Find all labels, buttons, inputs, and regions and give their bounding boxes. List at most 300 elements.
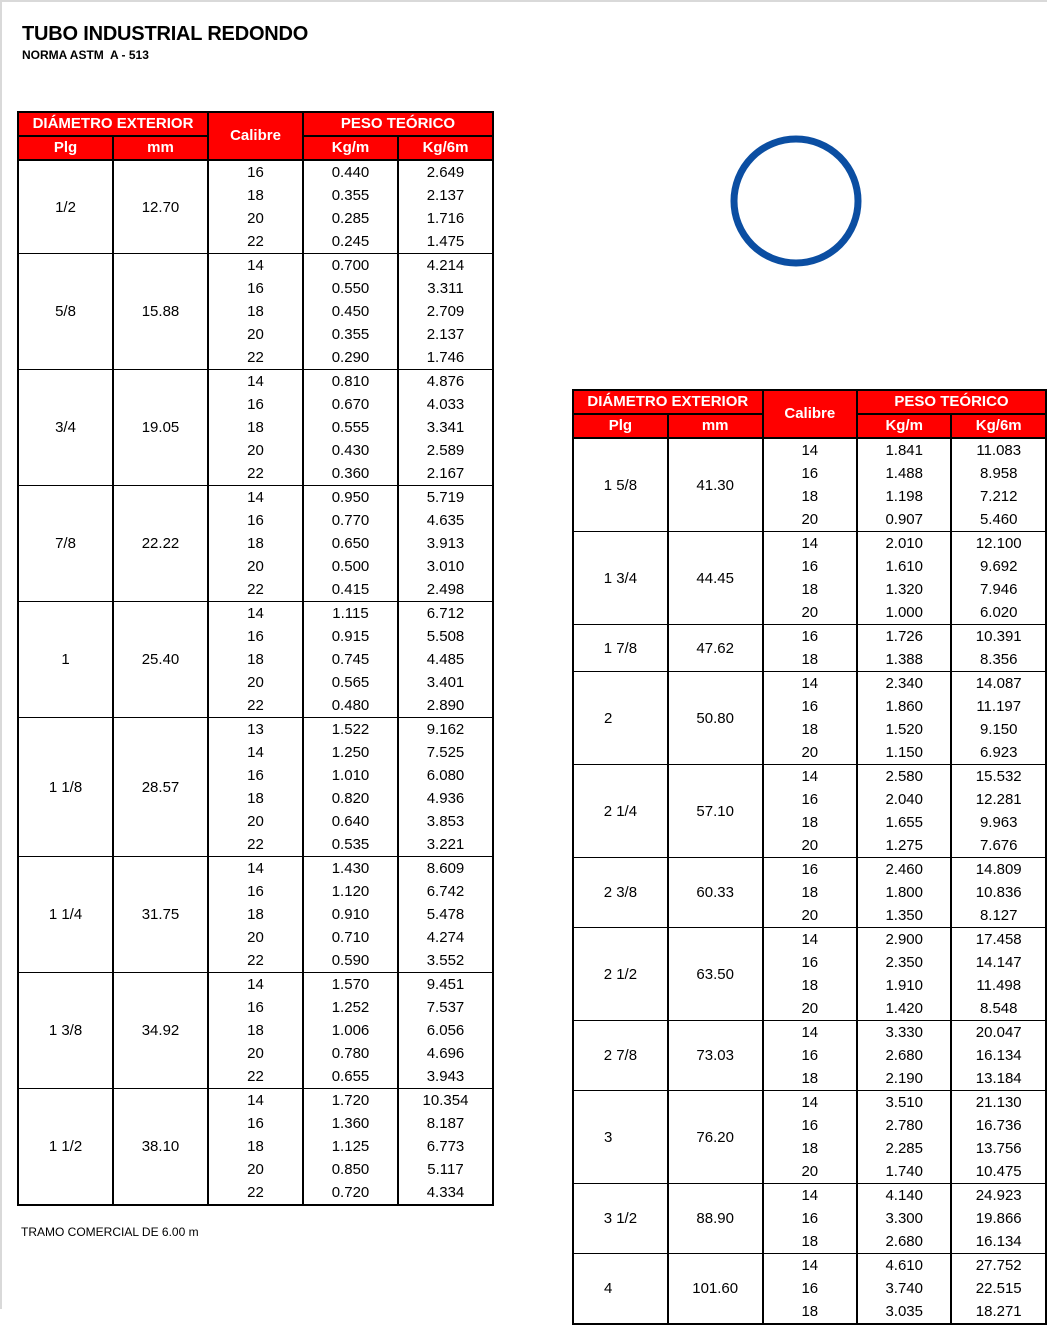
cell-calibre: 20 xyxy=(208,555,303,578)
cell-plg: 2 3/8 xyxy=(573,858,668,928)
cell-calibre: 14 xyxy=(763,765,857,789)
cell-kg-m: 1.800 xyxy=(857,881,951,904)
cell-plg: 7/8 xyxy=(18,486,113,602)
cell-kg-6m: 6.080 xyxy=(398,764,493,787)
cell-calibre: 16 xyxy=(763,1114,857,1137)
cell-kg-m: 1.252 xyxy=(303,996,398,1019)
cell-kg-m: 3.740 xyxy=(857,1277,951,1300)
cell-calibre: 14 xyxy=(763,438,857,462)
header-plg: Plg xyxy=(18,136,113,160)
spec-table-left xyxy=(17,111,494,1206)
cell-kg-m: 0.850 xyxy=(303,1158,398,1181)
cell-mm: 31.75 xyxy=(113,857,208,973)
cell-kg-m: 1.720 xyxy=(303,1089,398,1113)
cell-kg-6m: 4.876 xyxy=(398,370,493,394)
cell-kg-m: 0.907 xyxy=(857,508,951,532)
cell-calibre: 18 xyxy=(763,485,857,508)
cell-kg-6m: 24.923 xyxy=(951,1184,1046,1208)
cell-calibre: 14 xyxy=(208,1089,303,1113)
table-row xyxy=(18,486,493,510)
cell-calibre: 16 xyxy=(763,695,857,718)
cell-kg-6m: 6.742 xyxy=(398,880,493,903)
cell-kg-6m: 2.890 xyxy=(398,694,493,718)
table-row xyxy=(573,438,1046,462)
header-kg-m: Kg/m xyxy=(303,136,398,160)
table-row xyxy=(573,1021,1046,1045)
table-body xyxy=(18,160,493,1205)
table-row xyxy=(573,1184,1046,1208)
cell-kg-m: 1.655 xyxy=(857,811,951,834)
table-row xyxy=(573,625,1046,649)
cell-calibre: 18 xyxy=(763,718,857,741)
cell-calibre: 16 xyxy=(208,625,303,648)
cell-calibre: 18 xyxy=(763,1300,857,1324)
cell-calibre: 20 xyxy=(763,834,857,858)
cell-kg-m: 0.745 xyxy=(303,648,398,671)
cell-kg-m: 0.355 xyxy=(303,323,398,346)
cell-kg-m: 1.910 xyxy=(857,974,951,997)
cell-calibre: 22 xyxy=(208,694,303,718)
cell-kg-m: 0.590 xyxy=(303,949,398,973)
cell-kg-m: 2.350 xyxy=(857,951,951,974)
cell-kg-m: 2.680 xyxy=(857,1044,951,1067)
cell-kg-6m: 12.100 xyxy=(951,532,1046,556)
cell-calibre: 14 xyxy=(763,672,857,696)
cell-kg-m: 0.640 xyxy=(303,810,398,833)
cell-kg-m: 2.460 xyxy=(857,858,951,882)
cell-kg-6m: 9.162 xyxy=(398,718,493,742)
cell-mm: 22.22 xyxy=(113,486,208,602)
cell-calibre: 16 xyxy=(208,393,303,416)
cell-calibre: 18 xyxy=(208,532,303,555)
cell-calibre: 18 xyxy=(208,416,303,439)
cell-kg-m: 0.360 xyxy=(303,462,398,486)
cell-calibre: 20 xyxy=(763,997,857,1021)
cell-kg-6m: 11.083 xyxy=(951,438,1046,462)
cell-kg-6m: 3.221 xyxy=(398,833,493,857)
cell-kg-6m: 27.752 xyxy=(951,1254,1046,1278)
table-row xyxy=(573,532,1046,556)
header-kg-6m: Kg/6m xyxy=(951,414,1046,438)
cell-kg-m: 1.010 xyxy=(303,764,398,787)
cell-kg-6m: 1.475 xyxy=(398,230,493,254)
table-row xyxy=(573,858,1046,882)
cell-calibre: 16 xyxy=(208,509,303,532)
cell-kg-6m: 18.271 xyxy=(951,1300,1046,1324)
cell-kg-m: 2.285 xyxy=(857,1137,951,1160)
cell-kg-m: 0.355 xyxy=(303,184,398,207)
cell-kg-m: 0.770 xyxy=(303,509,398,532)
cell-kg-m: 2.900 xyxy=(857,928,951,952)
cell-plg: 1 1/4 xyxy=(18,857,113,973)
cell-plg: 1 3/8 xyxy=(18,973,113,1089)
cell-kg-m: 1.006 xyxy=(303,1019,398,1042)
cell-plg: 1/2 xyxy=(18,160,113,254)
header-peso-teorico: PESO TEÓRICO xyxy=(857,390,1046,414)
cell-calibre: 20 xyxy=(208,810,303,833)
cell-plg: 5/8 xyxy=(18,254,113,370)
cell-plg: 2 7/8 xyxy=(573,1021,668,1091)
cell-calibre: 18 xyxy=(208,903,303,926)
cell-calibre: 16 xyxy=(208,160,303,184)
cell-plg: 3 xyxy=(573,1091,668,1184)
cell-calibre: 16 xyxy=(763,555,857,578)
cell-kg-m: 0.535 xyxy=(303,833,398,857)
cell-calibre: 20 xyxy=(208,323,303,346)
cell-kg-6m: 7.525 xyxy=(398,741,493,764)
cell-kg-m: 1.420 xyxy=(857,997,951,1021)
cell-mm: 28.57 xyxy=(113,718,208,857)
cell-kg-6m: 7.212 xyxy=(951,485,1046,508)
cell-kg-m: 0.550 xyxy=(303,277,398,300)
cell-mm: 25.40 xyxy=(113,602,208,718)
cell-kg-6m: 4.696 xyxy=(398,1042,493,1065)
header-calibre: Calibre xyxy=(208,112,303,160)
cell-calibre: 18 xyxy=(763,1230,857,1254)
cell-kg-6m: 4.033 xyxy=(398,393,493,416)
cell-kg-m: 0.440 xyxy=(303,160,398,184)
cell-plg: 4 xyxy=(573,1254,668,1325)
cell-calibre: 22 xyxy=(208,346,303,370)
page-subtitle: NORMA ASTM A - 513 xyxy=(22,48,149,62)
cell-kg-6m: 7.676 xyxy=(951,834,1046,858)
cell-calibre: 16 xyxy=(208,1112,303,1135)
table-row xyxy=(18,370,493,394)
table-row xyxy=(18,718,493,742)
cell-calibre: 14 xyxy=(208,602,303,626)
cell-kg-m: 2.680 xyxy=(857,1230,951,1254)
cell-calibre: 20 xyxy=(208,1158,303,1181)
cell-kg-6m: 5.117 xyxy=(398,1158,493,1181)
cell-kg-m: 1.198 xyxy=(857,485,951,508)
cell-calibre: 22 xyxy=(208,230,303,254)
cell-kg-6m: 13.756 xyxy=(951,1137,1046,1160)
cell-kg-6m: 17.458 xyxy=(951,928,1046,952)
cell-kg-6m: 13.184 xyxy=(951,1067,1046,1091)
cell-kg-6m: 3.341 xyxy=(398,416,493,439)
cell-kg-m: 4.140 xyxy=(857,1184,951,1208)
cell-kg-m: 1.120 xyxy=(303,880,398,903)
cell-calibre: 18 xyxy=(208,648,303,671)
cell-calibre: 22 xyxy=(208,949,303,973)
cell-kg-6m: 1.746 xyxy=(398,346,493,370)
cell-kg-6m: 8.127 xyxy=(951,904,1046,928)
cell-calibre: 18 xyxy=(763,1137,857,1160)
cell-kg-m: 0.450 xyxy=(303,300,398,323)
footnote-tramo-comercial: TRAMO COMERCIAL DE 6.00 m xyxy=(21,1225,199,1239)
cell-kg-6m: 8.187 xyxy=(398,1112,493,1135)
cell-calibre: 18 xyxy=(208,184,303,207)
cell-kg-m: 1.000 xyxy=(857,601,951,625)
cell-calibre: 18 xyxy=(763,648,857,672)
cell-kg-m: 1.570 xyxy=(303,973,398,997)
cell-plg: 1 1/8 xyxy=(18,718,113,857)
cell-kg-m: 0.950 xyxy=(303,486,398,510)
cell-calibre: 14 xyxy=(763,1091,857,1115)
cell-calibre: 18 xyxy=(208,1019,303,1042)
cell-kg-6m: 6.773 xyxy=(398,1135,493,1158)
cell-kg-m: 1.320 xyxy=(857,578,951,601)
cell-kg-m: 0.700 xyxy=(303,254,398,278)
cell-kg-m: 0.780 xyxy=(303,1042,398,1065)
cell-plg: 1 3/4 xyxy=(573,532,668,625)
cell-kg-6m: 9.150 xyxy=(951,718,1046,741)
cell-kg-6m: 3.311 xyxy=(398,277,493,300)
spec-table-right xyxy=(572,389,1047,1325)
cell-kg-m: 1.125 xyxy=(303,1135,398,1158)
cell-kg-6m: 4.635 xyxy=(398,509,493,532)
table-body xyxy=(573,438,1046,1324)
cell-kg-6m: 14.147 xyxy=(951,951,1046,974)
page-title: TUBO INDUSTRIAL REDONDO xyxy=(22,23,309,45)
header-peso-teorico: PESO TEÓRICO xyxy=(303,112,493,136)
cell-calibre: 16 xyxy=(208,996,303,1019)
cell-kg-6m: 3.943 xyxy=(398,1065,493,1089)
cell-kg-m: 0.820 xyxy=(303,787,398,810)
table-row xyxy=(573,672,1046,696)
cell-calibre: 20 xyxy=(208,1042,303,1065)
cell-calibre: 14 xyxy=(208,741,303,764)
cell-calibre: 16 xyxy=(208,880,303,903)
header-mm: mm xyxy=(668,414,763,438)
cell-kg-6m: 8.609 xyxy=(398,857,493,881)
cell-kg-6m: 10.354 xyxy=(398,1089,493,1113)
cell-calibre: 20 xyxy=(208,439,303,462)
cell-kg-6m: 2.498 xyxy=(398,578,493,602)
table-row xyxy=(573,1254,1046,1278)
cell-kg-6m: 14.087 xyxy=(951,672,1046,696)
cell-kg-m: 1.430 xyxy=(303,857,398,881)
cell-kg-m: 0.285 xyxy=(303,207,398,230)
header-plg: Plg xyxy=(573,414,668,438)
cell-kg-6m: 9.451 xyxy=(398,973,493,997)
cell-kg-6m: 5.719 xyxy=(398,486,493,510)
cell-kg-m: 0.655 xyxy=(303,1065,398,1089)
cell-kg-m: 0.650 xyxy=(303,532,398,555)
cell-calibre: 22 xyxy=(208,1181,303,1205)
cell-kg-6m: 11.498 xyxy=(951,974,1046,997)
cell-kg-m: 1.388 xyxy=(857,648,951,672)
cell-kg-6m: 22.515 xyxy=(951,1277,1046,1300)
cell-calibre: 20 xyxy=(763,1160,857,1184)
cell-mm: 15.88 xyxy=(113,254,208,370)
cell-kg-6m: 6.923 xyxy=(951,741,1046,765)
cell-plg: 1 xyxy=(18,602,113,718)
cell-kg-m: 0.500 xyxy=(303,555,398,578)
cell-kg-m: 1.115 xyxy=(303,602,398,626)
cell-kg-6m: 4.334 xyxy=(398,1181,493,1205)
cell-kg-6m: 2.709 xyxy=(398,300,493,323)
cell-kg-m: 0.915 xyxy=(303,625,398,648)
cell-calibre: 14 xyxy=(208,370,303,394)
cell-plg: 2 1/2 xyxy=(573,928,668,1021)
cell-kg-m: 0.555 xyxy=(303,416,398,439)
cell-kg-6m: 7.946 xyxy=(951,578,1046,601)
cell-calibre: 16 xyxy=(763,1277,857,1300)
table-row xyxy=(18,160,493,184)
header-kg-6m: Kg/6m xyxy=(398,136,493,160)
cell-calibre: 16 xyxy=(763,1207,857,1230)
cell-calibre: 18 xyxy=(763,811,857,834)
cell-calibre: 18 xyxy=(208,300,303,323)
cell-mm: 19.05 xyxy=(113,370,208,486)
cell-kg-6m: 4.274 xyxy=(398,926,493,949)
cell-kg-m: 1.860 xyxy=(857,695,951,718)
cell-calibre: 14 xyxy=(763,1184,857,1208)
cell-kg-6m: 2.137 xyxy=(398,184,493,207)
cell-calibre: 18 xyxy=(763,1067,857,1091)
cell-kg-6m: 3.853 xyxy=(398,810,493,833)
cell-mm: 101.60 xyxy=(668,1254,763,1325)
cell-kg-6m: 20.047 xyxy=(951,1021,1046,1045)
header-diametro-exterior: DIÁMETRO EXTERIOR xyxy=(18,112,208,136)
cell-kg-6m: 2.167 xyxy=(398,462,493,486)
cell-calibre: 18 xyxy=(763,578,857,601)
cell-calibre: 13 xyxy=(208,718,303,742)
cell-plg: 1 5/8 xyxy=(573,438,668,532)
cell-kg-m: 3.300 xyxy=(857,1207,951,1230)
cell-calibre: 18 xyxy=(208,787,303,810)
cell-mm: 73.03 xyxy=(668,1021,763,1091)
cell-kg-m: 0.710 xyxy=(303,926,398,949)
cell-kg-6m: 3.401 xyxy=(398,671,493,694)
cell-kg-m: 1.522 xyxy=(303,718,398,742)
cell-calibre: 16 xyxy=(208,277,303,300)
cell-kg-6m: 10.475 xyxy=(951,1160,1046,1184)
cell-kg-m: 1.520 xyxy=(857,718,951,741)
cell-kg-m: 1.488 xyxy=(857,462,951,485)
cell-kg-6m: 9.963 xyxy=(951,811,1046,834)
cell-plg: 3 1/2 xyxy=(573,1184,668,1254)
cell-mm: 88.90 xyxy=(668,1184,763,1254)
header-diametro-exterior: DIÁMETRO EXTERIOR xyxy=(573,390,763,414)
cell-kg-6m: 8.958 xyxy=(951,462,1046,485)
cell-kg-6m: 15.532 xyxy=(951,765,1046,789)
cell-kg-m: 2.340 xyxy=(857,672,951,696)
table-row xyxy=(18,254,493,278)
cell-kg-6m: 1.716 xyxy=(398,207,493,230)
cell-kg-m: 3.510 xyxy=(857,1091,951,1115)
cell-plg: 2 xyxy=(573,672,668,765)
cell-kg-6m: 12.281 xyxy=(951,788,1046,811)
cell-kg-6m: 11.197 xyxy=(951,695,1046,718)
cell-kg-6m: 16.134 xyxy=(951,1230,1046,1254)
cell-kg-m: 1.610 xyxy=(857,555,951,578)
cell-kg-6m: 4.214 xyxy=(398,254,493,278)
table-row xyxy=(18,973,493,997)
cell-calibre: 14 xyxy=(208,254,303,278)
cell-kg-m: 1.250 xyxy=(303,741,398,764)
cell-kg-6m: 2.649 xyxy=(398,160,493,184)
cell-kg-6m: 3.552 xyxy=(398,949,493,973)
cell-kg-6m: 6.020 xyxy=(951,601,1046,625)
cell-kg-m: 1.350 xyxy=(857,904,951,928)
cell-mm: 12.70 xyxy=(113,160,208,254)
table-row xyxy=(573,765,1046,789)
header-mm: mm xyxy=(113,136,208,160)
cell-calibre: 16 xyxy=(763,625,857,649)
cell-kg-m: 0.910 xyxy=(303,903,398,926)
cell-kg-6m: 19.866 xyxy=(951,1207,1046,1230)
cell-kg-6m: 3.010 xyxy=(398,555,493,578)
table-row xyxy=(18,602,493,626)
cell-calibre: 14 xyxy=(763,1021,857,1045)
cell-kg-m: 1.726 xyxy=(857,625,951,649)
tube-ring xyxy=(734,139,858,263)
cell-kg-6m: 6.056 xyxy=(398,1019,493,1042)
cell-kg-6m: 2.589 xyxy=(398,439,493,462)
cell-kg-6m: 10.391 xyxy=(951,625,1046,649)
cell-kg-6m: 7.537 xyxy=(398,996,493,1019)
cell-kg-6m: 6.712 xyxy=(398,602,493,626)
cell-calibre: 18 xyxy=(208,1135,303,1158)
table-row xyxy=(18,1089,493,1113)
cell-calibre: 16 xyxy=(763,858,857,882)
cell-kg-m: 1.275 xyxy=(857,834,951,858)
cell-mm: 34.92 xyxy=(113,973,208,1089)
cell-kg-6m: 5.460 xyxy=(951,508,1046,532)
cell-calibre: 22 xyxy=(208,462,303,486)
header-kg-m: Kg/m xyxy=(857,414,951,438)
cell-calibre: 16 xyxy=(763,788,857,811)
cell-kg-6m: 9.692 xyxy=(951,555,1046,578)
cell-kg-6m: 10.836 xyxy=(951,881,1046,904)
cell-kg-m: 0.810 xyxy=(303,370,398,394)
cell-calibre: 20 xyxy=(208,207,303,230)
cell-mm: 63.50 xyxy=(668,928,763,1021)
cell-kg-6m: 4.485 xyxy=(398,648,493,671)
cell-calibre: 14 xyxy=(208,857,303,881)
cell-kg-6m: 14.809 xyxy=(951,858,1046,882)
cell-calibre: 16 xyxy=(763,1044,857,1067)
cell-kg-6m: 5.508 xyxy=(398,625,493,648)
cell-calibre: 20 xyxy=(208,926,303,949)
table-row xyxy=(18,857,493,881)
cell-kg-6m: 8.548 xyxy=(951,997,1046,1021)
cell-calibre: 20 xyxy=(763,508,857,532)
cell-mm: 57.10 xyxy=(668,765,763,858)
cell-kg-m: 0.290 xyxy=(303,346,398,370)
table-row xyxy=(573,928,1046,952)
cell-kg-m: 3.035 xyxy=(857,1300,951,1324)
header-calibre: Calibre xyxy=(763,390,857,438)
cell-mm: 47.62 xyxy=(668,625,763,672)
cell-plg: 3/4 xyxy=(18,370,113,486)
cell-calibre: 22 xyxy=(208,578,303,602)
cell-kg-m: 0.480 xyxy=(303,694,398,718)
table-row xyxy=(573,1091,1046,1115)
cell-mm: 76.20 xyxy=(668,1091,763,1184)
cell-mm: 50.80 xyxy=(668,672,763,765)
cell-calibre: 14 xyxy=(763,1254,857,1278)
cell-kg-m: 0.430 xyxy=(303,439,398,462)
cell-calibre: 16 xyxy=(208,764,303,787)
cell-kg-m: 2.190 xyxy=(857,1067,951,1091)
cell-calibre: 14 xyxy=(208,486,303,510)
cell-calibre: 18 xyxy=(763,881,857,904)
cell-kg-m: 1.360 xyxy=(303,1112,398,1135)
cell-kg-m: 1.841 xyxy=(857,438,951,462)
cell-kg-m: 0.670 xyxy=(303,393,398,416)
cell-kg-m: 1.150 xyxy=(857,741,951,765)
cell-plg: 1 1/2 xyxy=(18,1089,113,1206)
cell-mm: 41.30 xyxy=(668,438,763,532)
cell-calibre: 20 xyxy=(763,904,857,928)
cell-mm: 38.10 xyxy=(113,1089,208,1206)
round-tube-cross-section-icon xyxy=(726,131,866,271)
cell-calibre: 22 xyxy=(208,833,303,857)
cell-kg-6m: 16.134 xyxy=(951,1044,1046,1067)
